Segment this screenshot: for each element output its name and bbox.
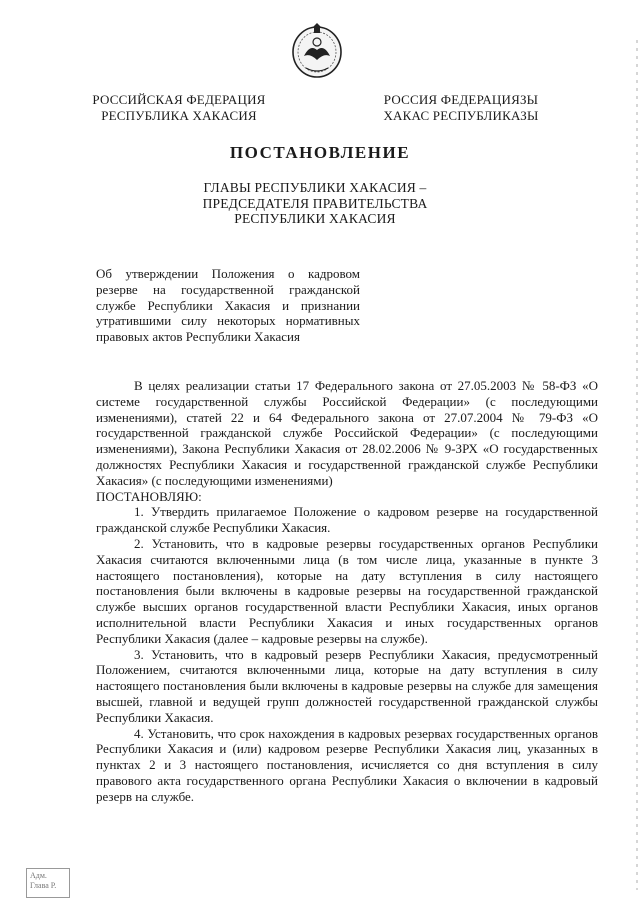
subtitle-line: РЕСПУБЛИКИ ХАКАСИЯ xyxy=(234,211,396,226)
header-left-republic: РЕСПУБЛИКА ХАКАСИЯ xyxy=(101,108,257,123)
decree-word: ПОСТАНОВЛЯЮ: xyxy=(96,488,202,504)
document-body xyxy=(96,378,598,805)
paragraph-4: 4. Установить, что срок нахождения в кадровых резервах государственных органов Республики Хакасия и (или) кадровом резерве Республики Хакасия лиц, указанных в пунктах 2 и 3 настоящего постановления, исчисляется со дня вступления в силу правового акта государственного органа Республики Хакасия о включении в кадровый резерв на службе. xyxy=(96,725,598,804)
stamp-line: Адм. xyxy=(30,871,47,880)
document-topic: Об утверждении Положения о кадровом резерве на государственной гражданской службе Республики Хакасия и признании утратившими силу некоторых нормативных правовых актов Республики Хакасия xyxy=(96,266,360,345)
subtitle-line: ГЛАВЫ РЕСПУБЛИКИ ХАКАСИЯ – xyxy=(203,180,427,195)
scan-edge-marks xyxy=(636,40,638,890)
paragraph-2: 2. Установить, что в кадровые резервы государственных органов Республики Хакасия считаются включенными лица (в том числе лица, указанные в пункте 3 настоящего постановления), которые на дату вступления в силу настоящего постановления были включены в кадровые резервы на государственной гражданской службе высших органов государственной власти Республики Хакасия, иных органов исполнительной власти Республики Хакасия и иных государственных органов Республики Хакасия (далее – кадровые резервы на службе). xyxy=(96,535,598,646)
stamp-line: Глава Р. xyxy=(30,881,57,890)
subtitle-line: ПРЕДСЕДАТЕЛЯ ПРАВИТЕЛЬСТВА xyxy=(202,195,428,211)
paragraph-3: 3. Установить, что в кадровый резерв Республики Хакасия, предусмотренный Положением, считаются включенными лица, которые на дату вступления в силу настоящего постановления были включены в кадровые резервы на службе для замещения высшей, главной и ведущей групп должностей государственной гражданской службы Республики Хакасия. xyxy=(96,646,598,725)
header-left-country: РОССИЙСКАЯ ФЕДЕРАЦИЯ xyxy=(92,92,266,107)
header-right xyxy=(366,92,556,124)
header-left xyxy=(86,92,272,124)
document-title: ПОСТАНОВЛЕНИЕ xyxy=(229,143,411,162)
intro-paragraph: В целях реализации статьи 17 Федерального закона от 27.05.2003 № 58-ФЗ «О системе государственной службы Российской Федерации» (с последующими изменениями), статей 22 и 64 Федерального закона от 27.07.2004 № 79-ФЗ «О государственной гражданской службе Российской Федерации» (с последующими изменениями), Закона Республики Хакасия от 28.02.2006 № 9-ЗРХ «О государственных должностях Республики Хакасия и государственной гражданской службе Республики Хакасия» (с последующими изменениями) xyxy=(96,378,598,488)
paragraph-1: 1. Утвердить прилагаемое Положение о кадровом резерве на государственной гражданской службе Республики Хакасия. xyxy=(96,504,598,536)
header-right-republic: ХАКАС РЕСПУБЛИКАЗЫ xyxy=(383,108,539,123)
registration-stamp xyxy=(26,868,70,898)
document-subtitle xyxy=(180,180,450,227)
header-right-country: РОССИЯ ФЕДЕРАЦИЯЗЫ xyxy=(383,92,539,107)
coat-of-arms-emblem xyxy=(290,20,344,80)
